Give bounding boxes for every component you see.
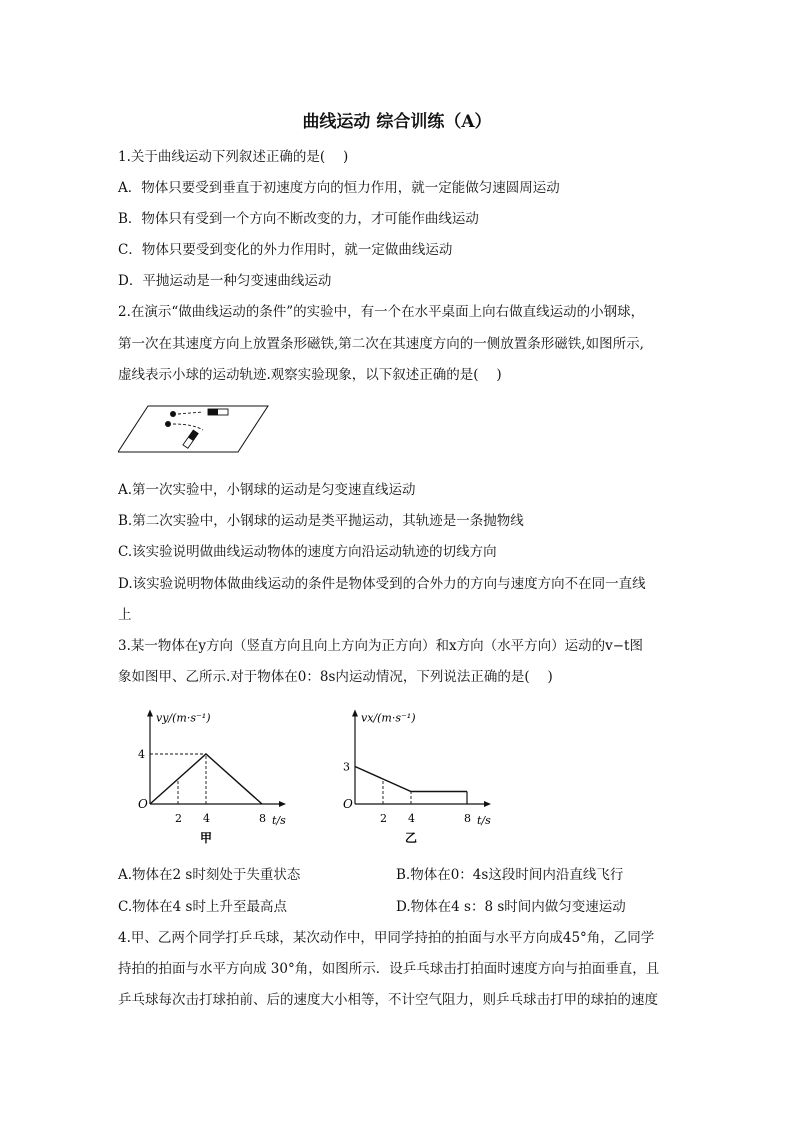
x-axis-label: t/s [272, 814, 286, 827]
q2-stem-line-3: 虚线表示小球的运动轨迹.观察实验现象，以下叙述正确的是( ) [118, 367, 502, 383]
chart-caption: 甲 [200, 831, 213, 845]
vx-t-chart [333, 700, 503, 850]
y-tick-label: 3 [343, 760, 350, 774]
y-tick-label: 4 [138, 748, 145, 761]
y-axis-arrow [147, 710, 153, 717]
q2-option-c: C.该实验说明做曲线运动物体的速度方向沿运动轨迹的切线方向 [118, 544, 497, 560]
q2-option-a: A.第一次实验中，小钢球的运动是匀变速直线运动 [118, 482, 416, 498]
q2-option-d-line-1: D.该实验说明物体做曲线运动的条件是物体受到的合外力的方向与速度方向不在同一直线 [118, 576, 646, 592]
q1-option-a: A．物体只要受到垂直于初速度方向的恒力作用，就一定能做匀速圆周运动 [118, 180, 560, 196]
q4-stem-line-3: 乒乓球每次击打球拍前、后的速度大小相等，不计空气阻力，则乒乓球击打甲的球拍的速度 [118, 992, 658, 1008]
q3-stem-line-2: 象如图甲、乙所示.对于物体在0：8s内运动情况，下列说法正确的是( ) [118, 669, 553, 685]
y-axis-label: vx/(m·s⁻¹) [361, 711, 416, 725]
x-axis-arrow [279, 801, 286, 807]
q3-stem-line-1: 3.某一物体在y方向（竖直方向且向上方向为正方向）和x方向（水平方向）运动的v−t图 [118, 638, 643, 654]
x-tick-label: 8 [464, 812, 471, 825]
q3-option-a: A.物体在2 s时刻处于失重状态 [118, 867, 301, 883]
q2-option-b: B.第二次实验中，小钢球的运动是类平抛运动，其轨迹是一条抛物线 [118, 513, 524, 529]
x-tick-label: 4 [408, 812, 415, 825]
q1-option-b: B．物体只有受到一个方向不断改变的力，才可能作曲线运动 [118, 211, 479, 227]
x-tick-label: 2 [175, 812, 182, 825]
q2-stem-line-1: 2.在演示“做曲线运动的条件”的实验中，有一个在水平桌面上向右做直线运动的小钢球， [118, 304, 645, 320]
x-tick-label: 2 [380, 812, 387, 825]
x-axis-label: t/s [477, 814, 491, 827]
origin-label: O [138, 797, 148, 811]
q4-stem-line-2: 持拍的拍面与水平方向成 30°角，如图所示．设乒乓球击打拍面时速度方向与拍面垂直，且 [118, 961, 660, 977]
q1-option-c: C．物体只要受到变化的外力作用时，就一定做曲线运动 [118, 242, 453, 258]
chart-caption: 乙 [405, 831, 418, 845]
q3-option-d: D.物体在4 s：8 s时间内做匀变速运动 [396, 899, 626, 915]
x-tick-label: 8 [259, 812, 266, 825]
vy-t-chart [128, 700, 298, 850]
q1-stem: 1.关于曲线运动下列叙述正确的是( ) [118, 149, 349, 165]
y-axis-label: vy/(m·s⁻¹) [156, 711, 211, 725]
y-axis-arrow [352, 710, 358, 717]
q4-stem-line-1: 4.甲、乙两个同学打乒乓球，某次动作中，甲同学持拍的拍面与水平方向成45°角，乙同学 [118, 930, 655, 946]
x-tick-label: 4 [203, 812, 210, 825]
q2-option-d-line-2: 上 [118, 607, 132, 623]
page-title: 曲线运动 综合训练（A） [302, 112, 492, 132]
data-series-line [355, 767, 467, 792]
q2-stem-line-2: 第一次在其速度方向上放置条形磁铁,第二次在其速度方向的一侧放置条形磁铁,如图所示, [118, 336, 644, 352]
q3-option-b: B.物体在0：4s这段时间内沿直线飞行 [396, 867, 624, 883]
q3-option-c: C.物体在4 s时上升至最高点 [118, 899, 287, 915]
q1-option-d: D．平抛运动是一种匀变速曲线运动 [118, 273, 332, 289]
x-axis-arrow [484, 801, 491, 807]
origin-label: O [343, 797, 353, 811]
magnet-experiment-figure [118, 398, 278, 458]
